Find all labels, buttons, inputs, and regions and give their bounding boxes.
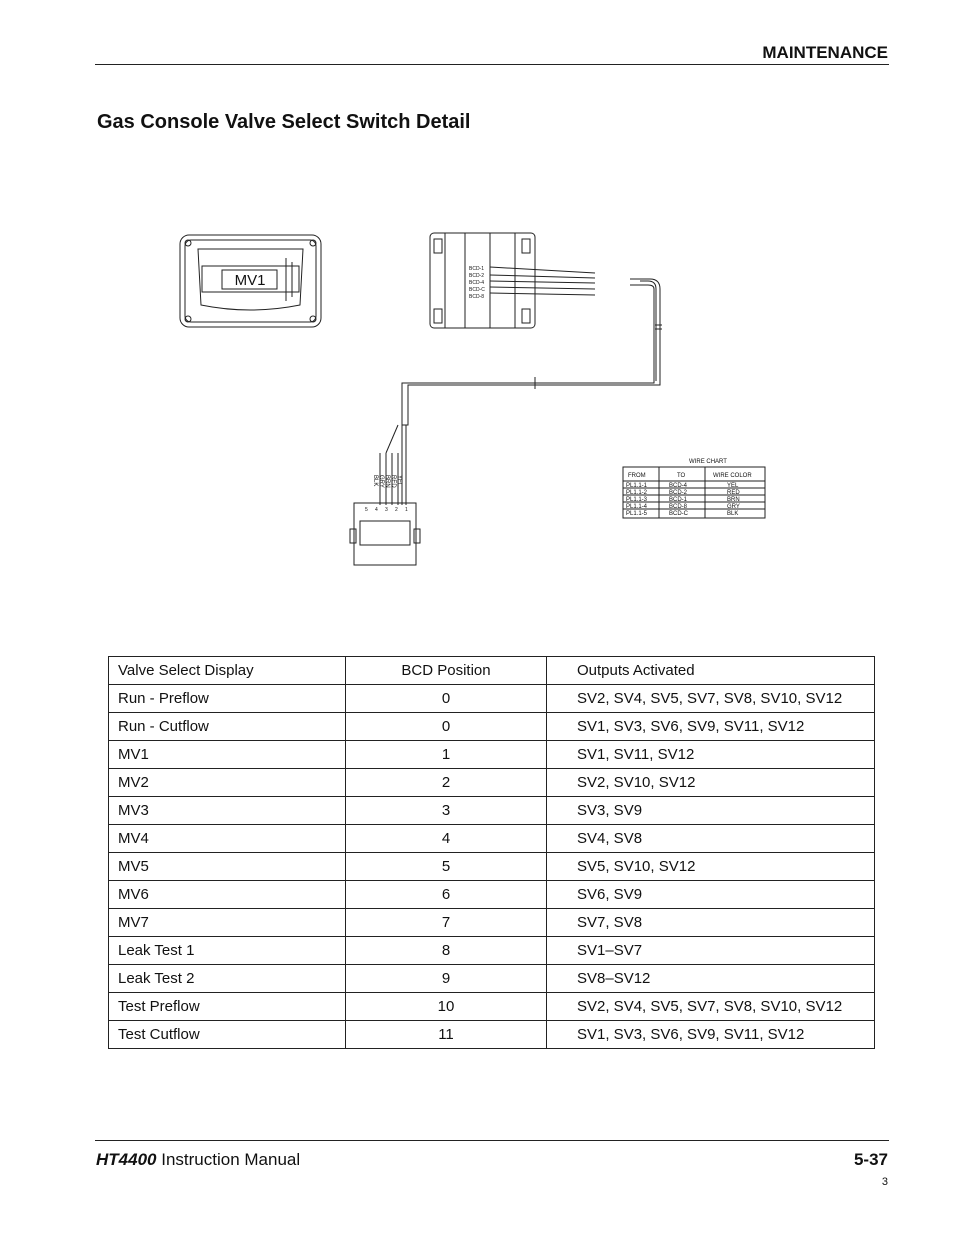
table-row — [109, 937, 875, 965]
table-cell: 1 — [346, 741, 547, 769]
table-row — [109, 853, 875, 881]
pcb-label: BCD-4 — [469, 280, 485, 286]
wire-bundle — [380, 425, 406, 505]
wire-label: BLK — [372, 475, 378, 487]
wire-chart-cell: BRN — [727, 497, 740, 503]
wire-chart-cell: BLK — [727, 511, 739, 517]
table-cell: 2 — [346, 769, 547, 797]
table-cell: SV6, SV9 — [547, 881, 875, 909]
table-cell: 4 — [346, 825, 547, 853]
wire-label: BRN — [384, 475, 390, 488]
column-header: Outputs Activated — [547, 657, 875, 685]
table-cell: Run - Preflow — [109, 685, 346, 713]
table-cell: 6 — [346, 881, 547, 909]
wire-chart-cell: GRY — [727, 504, 740, 510]
table-cell: 5 — [346, 853, 547, 881]
wire-label: RED — [390, 475, 396, 488]
table-cell: 7 — [346, 909, 547, 937]
table-row — [109, 741, 875, 769]
wire-chart-header: WIRE COLOR — [713, 473, 752, 479]
wire-chart-cell: PL1.1-1 — [626, 483, 648, 489]
wire-chart-cell: BCD-1 — [669, 497, 688, 503]
wire-label: GRY — [378, 475, 384, 488]
wire-chart-cell: PL1.1-2 — [626, 490, 648, 496]
table-cell: SV5, SV10, SV12 — [547, 853, 875, 881]
table-row — [109, 797, 875, 825]
wire-chart-header: FROM — [628, 473, 646, 479]
pin-label: 1 — [405, 507, 408, 513]
wire-chart-title: WIRE CHART — [689, 459, 727, 465]
table-cell: SV4, SV8 — [547, 825, 875, 853]
table-cell: SV1, SV3, SV6, SV9, SV11, SV12 — [547, 1021, 875, 1049]
table-cell: 10 — [346, 993, 547, 1021]
table-cell: SV2, SV4, SV5, SV7, SV8, SV10, SV12 — [547, 685, 875, 713]
table-row — [109, 881, 875, 909]
table-row — [109, 909, 875, 937]
wire-chart-header: TO — [677, 473, 686, 479]
footer-model: HT4400 — [96, 1150, 157, 1169]
header-rule — [95, 64, 889, 65]
pcb-label: BCD-2 — [469, 273, 485, 279]
table-cell: SV1–SV7 — [547, 937, 875, 965]
table-cell: MV3 — [109, 797, 346, 825]
table-cell: SV1, SV11, SV12 — [547, 741, 875, 769]
bcd-switch-pcb — [402, 233, 662, 425]
table-cell: 0 — [346, 685, 547, 713]
footer-manual: Instruction Manual — [161, 1150, 301, 1169]
table-cell: MV2 — [109, 769, 346, 797]
table-cell: Leak Test 2 — [109, 965, 346, 993]
wire-chart-cell: BCD-4 — [669, 483, 688, 489]
table-cell: 3 — [346, 797, 547, 825]
table-cell: SV2, SV10, SV12 — [547, 769, 875, 797]
pin-label: 3 — [385, 507, 388, 513]
table-cell: MV4 — [109, 825, 346, 853]
wire-chart-cell: YEL — [727, 483, 739, 489]
table-row — [109, 965, 875, 993]
pcb-labels — [469, 266, 485, 300]
wire-chart-cell: PL1.1-4 — [626, 504, 648, 510]
table-cell: SV1, SV3, SV6, SV9, SV11, SV12 — [547, 713, 875, 741]
wire-chart-cell: RED — [727, 490, 740, 496]
column-header: Valve Select Display — [109, 657, 346, 685]
table-cell: SV2, SV4, SV5, SV7, SV8, SV10, SV12 — [547, 993, 875, 1021]
table-cell: Test Cutflow — [109, 1021, 346, 1049]
table-cell: MV1 — [109, 741, 346, 769]
sheet-number: 3 — [881, 1176, 888, 1188]
table-cell: 9 — [346, 965, 547, 993]
table-header-row — [109, 657, 875, 685]
header-section-title: MAINTENANCE — [762, 43, 888, 62]
pcb-label: BCD-8 — [469, 294, 485, 300]
table-cell: 0 — [346, 713, 547, 741]
table-row — [109, 769, 875, 797]
table-cell: SV8–SV12 — [547, 965, 875, 993]
table-row — [109, 685, 875, 713]
table-cell: 8 — [346, 937, 547, 965]
table-cell: Test Preflow — [109, 993, 346, 1021]
table-cell: Run - Cutflow — [109, 713, 346, 741]
pin-label: 5 — [365, 507, 368, 513]
table-cell: MV7 — [109, 909, 346, 937]
table-row — [109, 1021, 875, 1049]
table-cell: MV5 — [109, 853, 346, 881]
wire-chart-cell: PL1.1-5 — [626, 511, 648, 517]
display-label: MV1 — [234, 272, 266, 289]
wire-label: YEL — [396, 475, 402, 487]
wire-chart-cell: BCD-8 — [669, 504, 688, 510]
table-cell: Leak Test 1 — [109, 937, 346, 965]
page-title: Gas Console Valve Select Switch Detail — [97, 111, 471, 133]
page-number: 5-37 — [853, 1150, 888, 1169]
pcb-label: BCD-1 — [469, 266, 485, 272]
valve-select-switch-diagram — [170, 225, 780, 575]
footer-rule — [95, 1140, 889, 1141]
footer-manual-title — [96, 1150, 300, 1170]
table-cell: MV6 — [109, 881, 346, 909]
pin-label: 4 — [375, 507, 378, 513]
wire-chart-cell: BCD-2 — [669, 490, 688, 496]
wire-chart-cell: PL1.1-3 — [626, 497, 648, 503]
wire-color-labels — [372, 475, 402, 488]
valve-select-table — [108, 656, 875, 1049]
table-cell: SV7, SV8 — [547, 909, 875, 937]
column-header: BCD Position — [346, 657, 547, 685]
table-cell: SV3, SV9 — [547, 797, 875, 825]
table-cell: 11 — [346, 1021, 547, 1049]
pin-labels — [365, 507, 408, 513]
pcb-label: BCD-C — [469, 287, 485, 293]
table-row — [109, 825, 875, 853]
pin-label: 2 — [395, 507, 398, 513]
table-row — [109, 993, 875, 1021]
table-row — [109, 713, 875, 741]
wire-chart-cell: BCD-C — [669, 511, 688, 517]
